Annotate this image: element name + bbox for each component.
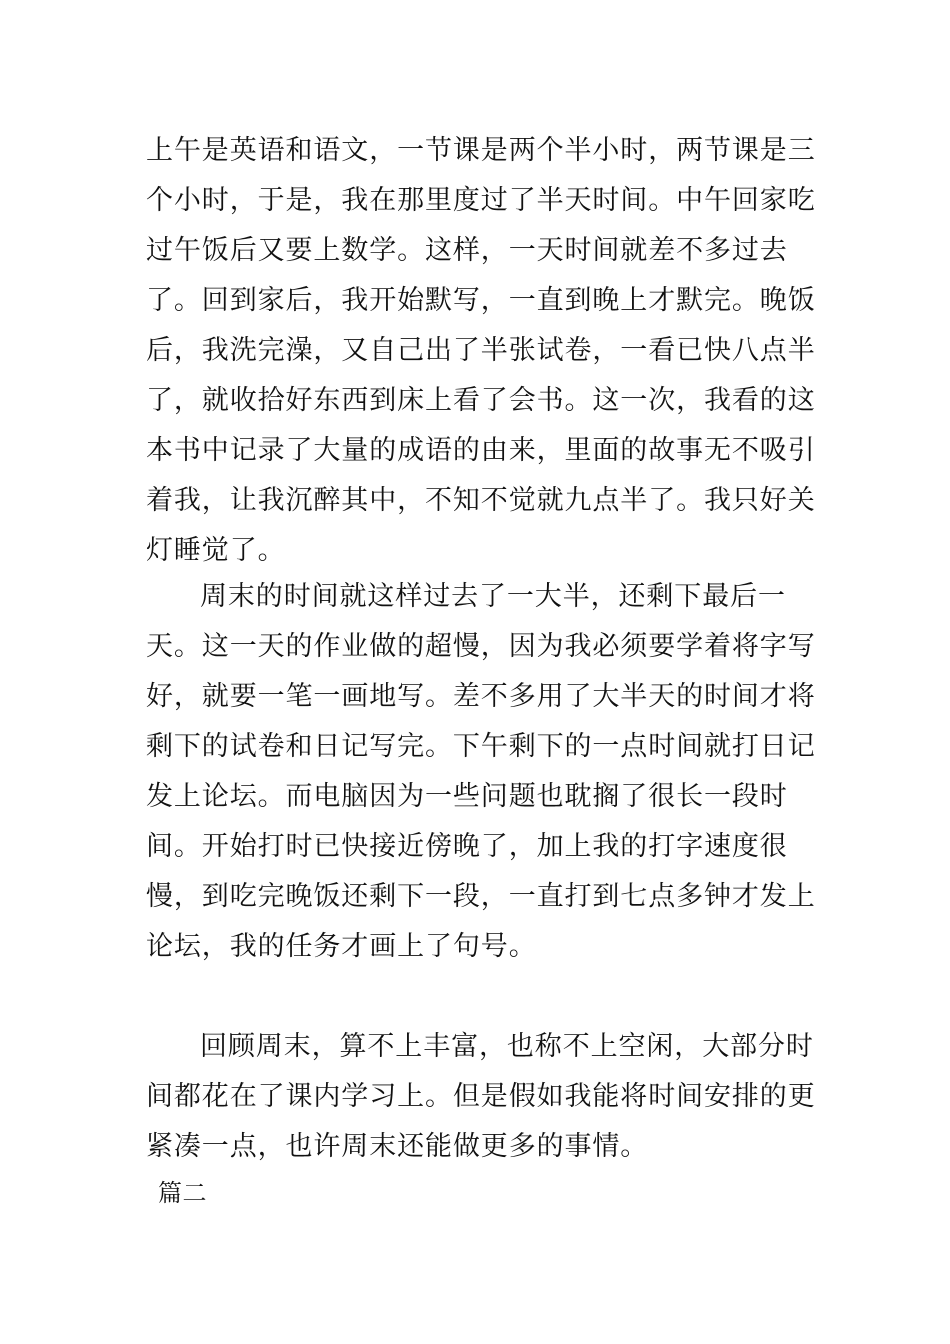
paragraph-2: 周末的时间就这样过去了一大半，还剩下最后一天。这一天的作业做的超慢，因为我必须要学着将字写好，就要一笔一画地写。差不多用了大半天的时间才将剩下的试卷和日记写完。下午剩下的一点时间就打日记发上论坛。而电脑因为一些问题也耽搁了很长一段时间。开始打时已快接近傍晚了，加上我的打字速度很慢，到吃完晚饭还剩下一段，一直打到七点多钟才发上论坛，我的任务才画上了句号。 [146, 581, 816, 962]
paragraph-3: 回顾周末，算不上丰富，也称不上空闲，大部分时间都花在了课内学习上。但是假如我能将时间安排的更紧凑一点，也许周末还能做更多的事情。 [146, 1031, 816, 1162]
paragraph-1: 上午是英语和语文，一节课是两个半小时，两节课是三个小时，于是，我在那里度过了半天时间。中午回家吃过午饭后又要上数学。这样，一天时间就差不多过去了。回到家后，我开始默写，一直到晚上才默完。晚饭后，我洗完澡，又自己出了半张试卷，一看已快八点半了，就收拾好东西到床上看了会书。这一次，我看的这本书中记录了大量的成语的由来，里面的故事无不吸引着我，让我沉醉其中，不知不觉就九点半了。我只好关灯睡觉了。 [146, 135, 816, 566]
section-heading: 篇二 [158, 1179, 207, 1207]
